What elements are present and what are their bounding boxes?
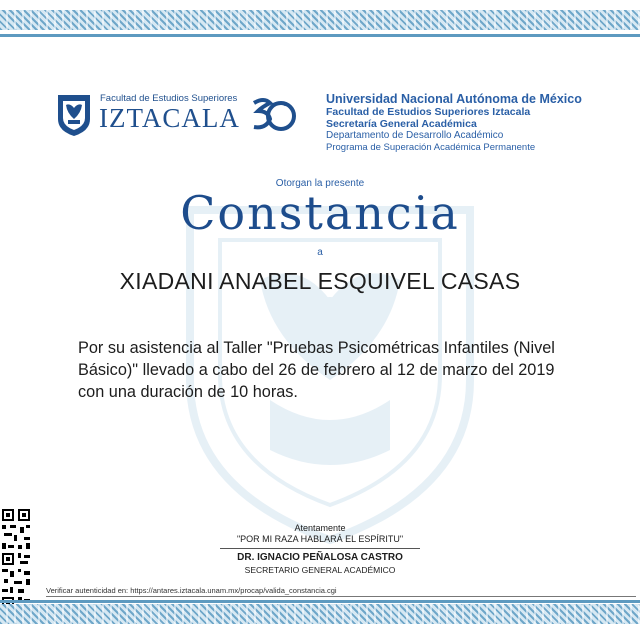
verify-underline (46, 596, 636, 597)
atentamente-text: Atentamente (294, 523, 346, 533)
bottom-decorative-border (0, 604, 640, 624)
otorgan-text: Otorgan la presente (275, 178, 365, 189)
faculty-name: IZTACALA (99, 103, 240, 133)
verify-text: Verificar autenticidad en: https://antares.iztacala.unam.mx/procap/valida_constancia.cgi (46, 586, 337, 595)
motto-text: "POR MI RAZA HABLARÁ EL ESPÍRITU" (236, 534, 404, 544)
top-decorative-border (0, 10, 640, 30)
signer-role: SECRETARIO GENERAL ACADÉMICO (244, 565, 396, 575)
bottom-rule (0, 600, 640, 603)
55-anniversary-logo (250, 95, 298, 135)
fes-iztacala-logo (56, 93, 246, 137)
institution-line-4: Departamento de Desarrollo Académico (326, 130, 504, 141)
top-rule (0, 34, 640, 37)
institution-line-5: Programa de Superación Académica Permanente (326, 142, 536, 153)
unam-shield-icon (56, 93, 92, 137)
institution-block (326, 92, 582, 154)
institution-line-1: Universidad Nacional Autónoma de México (326, 92, 582, 106)
signature-line (220, 548, 420, 549)
recipient-name: XIADANI ANABEL ESQUIVEL CASAS (119, 268, 521, 294)
institution-line-2: Facultad de Estudios Superiores Iztacala (326, 106, 531, 118)
certificate-body: Por su asistencia al Taller "Pruebas Psicométricas Infantiles (Nivel Básico)" llevado a cabo del 26 de febrero al 12 de marzo del 2019 con una duración de 10 horas. (78, 339, 555, 401)
signer-name: DR. IGNACIO PEÑALOSA CASTRO (237, 552, 403, 563)
a-connector: a (317, 247, 323, 258)
certificate-title: Constancia (180, 186, 460, 240)
faculty-label: Facultad de Estudios Superiores (100, 93, 238, 104)
institution-line-3: Secretaría General Académica (326, 118, 477, 130)
